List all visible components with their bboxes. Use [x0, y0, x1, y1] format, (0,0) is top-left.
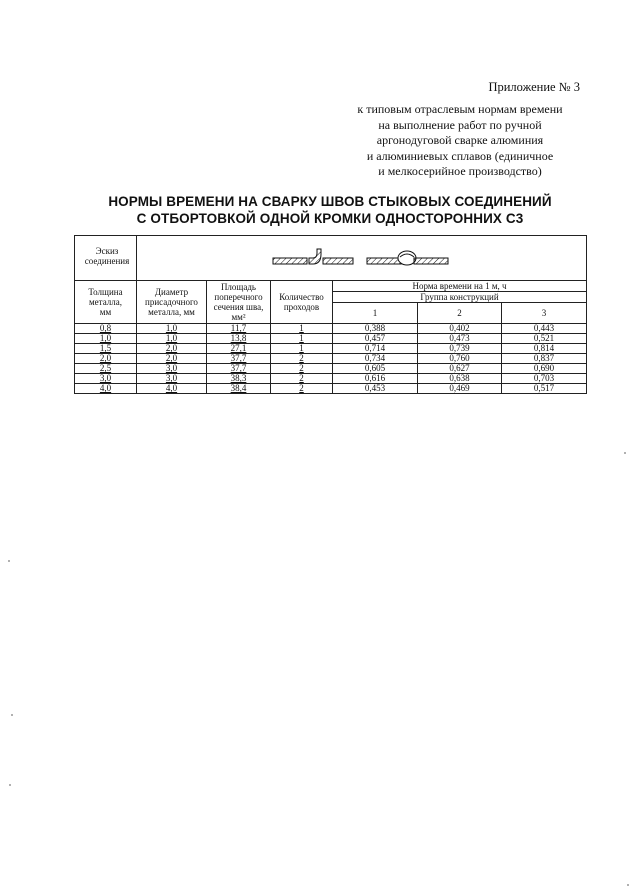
header-diameter: [137, 281, 207, 324]
table-cell: 0,388: [333, 324, 418, 334]
table-cell: 0,616: [333, 374, 418, 384]
table-body: [75, 324, 587, 394]
table-cell: 0,837: [502, 354, 587, 364]
appendix-line: и мелкосерийное производство): [378, 164, 542, 178]
table-cell: 0,814: [502, 344, 587, 354]
header-text: мм: [99, 307, 112, 317]
table-cell: 4,0: [75, 384, 137, 394]
table-cell: 3,0: [137, 374, 207, 384]
table-cell: 1: [271, 324, 333, 334]
table-cell: 27,1: [207, 344, 271, 354]
table-cell: 38,4: [207, 384, 271, 394]
table-cell: 0,760: [418, 354, 502, 364]
header-text: Диаметр: [154, 287, 189, 297]
table-cell: 11,7: [207, 324, 271, 334]
title-line-1: НОРМЫ ВРЕМЕНИ НА СВАРКУ ШВОВ СТЫКОВЫХ СОЕДИНЕНИЙ: [108, 194, 552, 209]
header-text: мм²: [231, 312, 246, 322]
table-row: [75, 354, 587, 364]
header-text: поперечного: [214, 292, 263, 302]
table-cell: 0,8: [75, 324, 137, 334]
table-cell: 0,690: [502, 364, 587, 374]
norms-table: [74, 235, 587, 394]
table-cell: 2,0: [75, 354, 137, 364]
header-text: Количество: [279, 292, 324, 302]
header-passes: [271, 281, 333, 324]
joint-sketch-cell: [137, 236, 587, 281]
joint-sketch-image: [267, 243, 457, 273]
header-text: Площадь: [220, 282, 257, 292]
table-cell: 2: [271, 364, 333, 374]
header-group-3: 3: [502, 303, 587, 324]
appendix-line: на выполнение работ по ручной: [378, 117, 542, 132]
appendix-reference: [340, 102, 580, 180]
table-row: [75, 334, 587, 344]
table-cell: 0,739: [418, 344, 502, 354]
table-row: [75, 364, 587, 374]
document-title: [70, 193, 590, 227]
table-row: [75, 374, 587, 384]
table-cell: 37,7: [207, 354, 271, 364]
header-text: металла, мм: [148, 307, 195, 317]
appendix-line: аргонодуговой сварке алюминия: [376, 133, 544, 147]
header-group-1: 1: [333, 303, 418, 324]
table-cell: 1: [271, 334, 333, 344]
table-cell: 0,638: [418, 374, 502, 384]
table-cell: 2,5: [75, 364, 137, 374]
table-cell: 0,453: [333, 384, 418, 394]
table-cell: 1,5: [75, 344, 137, 354]
table-cell: 0,469: [418, 384, 502, 394]
appendix-number: Приложение № 3: [488, 80, 580, 94]
table-cell: 2,0: [137, 344, 207, 354]
header-group: Группа конструкций: [333, 292, 587, 303]
table-cell: 2,0: [137, 354, 207, 364]
table-cell: 1,0: [137, 324, 207, 334]
table-cell: 0,402: [418, 324, 502, 334]
table-cell: 0,517: [502, 384, 587, 394]
table-cell: 0,473: [418, 334, 502, 344]
table-cell: 3,0: [75, 374, 137, 384]
header-area: [207, 281, 271, 324]
table-row: [75, 324, 587, 334]
table-cell: 0,457: [333, 334, 418, 344]
table-cell: 0,703: [502, 374, 587, 384]
scan-speckle: [8, 560, 10, 562]
table-row: [75, 384, 587, 394]
table-cell: 4,0: [137, 384, 207, 394]
header-thickness: [75, 281, 137, 324]
header-text: проходов: [283, 302, 320, 312]
table-cell: 1,0: [75, 334, 137, 344]
table-cell: 0,605: [333, 364, 418, 374]
sketch-label-line: Эскиз: [95, 246, 119, 256]
table-cell: 13,8: [207, 334, 271, 344]
table-cell: 2: [271, 354, 333, 364]
title-line-2: С ОТБОРТОВКОЙ ОДНОЙ КРОМКИ ОДНОСТОРОННИХ С3: [136, 211, 524, 226]
table-cell: 0,734: [333, 354, 418, 364]
scan-speckle: [624, 452, 626, 454]
table-cell: 0,627: [418, 364, 502, 374]
table-row: [75, 344, 587, 354]
table-cell: 37,7: [207, 364, 271, 374]
table-cell: 0,443: [502, 324, 587, 334]
table-cell: 3,0: [137, 364, 207, 374]
table-cell: 1: [271, 344, 333, 354]
appendix-line: и алюминиевых сплавов (единичное: [366, 148, 554, 163]
table-cell: 0,714: [333, 344, 418, 354]
table-cell: 1,0: [137, 334, 207, 344]
scan-speckle: [627, 884, 629, 886]
header-text: присадочного: [145, 297, 198, 307]
table-cell: 2: [271, 374, 333, 384]
table-cell: 38,3: [207, 374, 271, 384]
table-cell: 0,521: [502, 334, 587, 344]
table-cell: 2: [271, 384, 333, 394]
header-group-2: 2: [418, 303, 502, 324]
sketch-label: [75, 236, 137, 281]
header-norm: Норма времени на 1 м, ч: [333, 281, 587, 292]
sketch-label-line: соединения: [84, 256, 130, 266]
appendix-line: к типовым отраслевым нормам времени: [357, 102, 563, 116]
header-text: металла,: [88, 297, 123, 307]
scan-speckle: [11, 714, 13, 716]
scan-speckle: [9, 784, 11, 786]
header-text: сечения шва,: [213, 302, 264, 312]
header-text: Толщина: [88, 287, 123, 297]
